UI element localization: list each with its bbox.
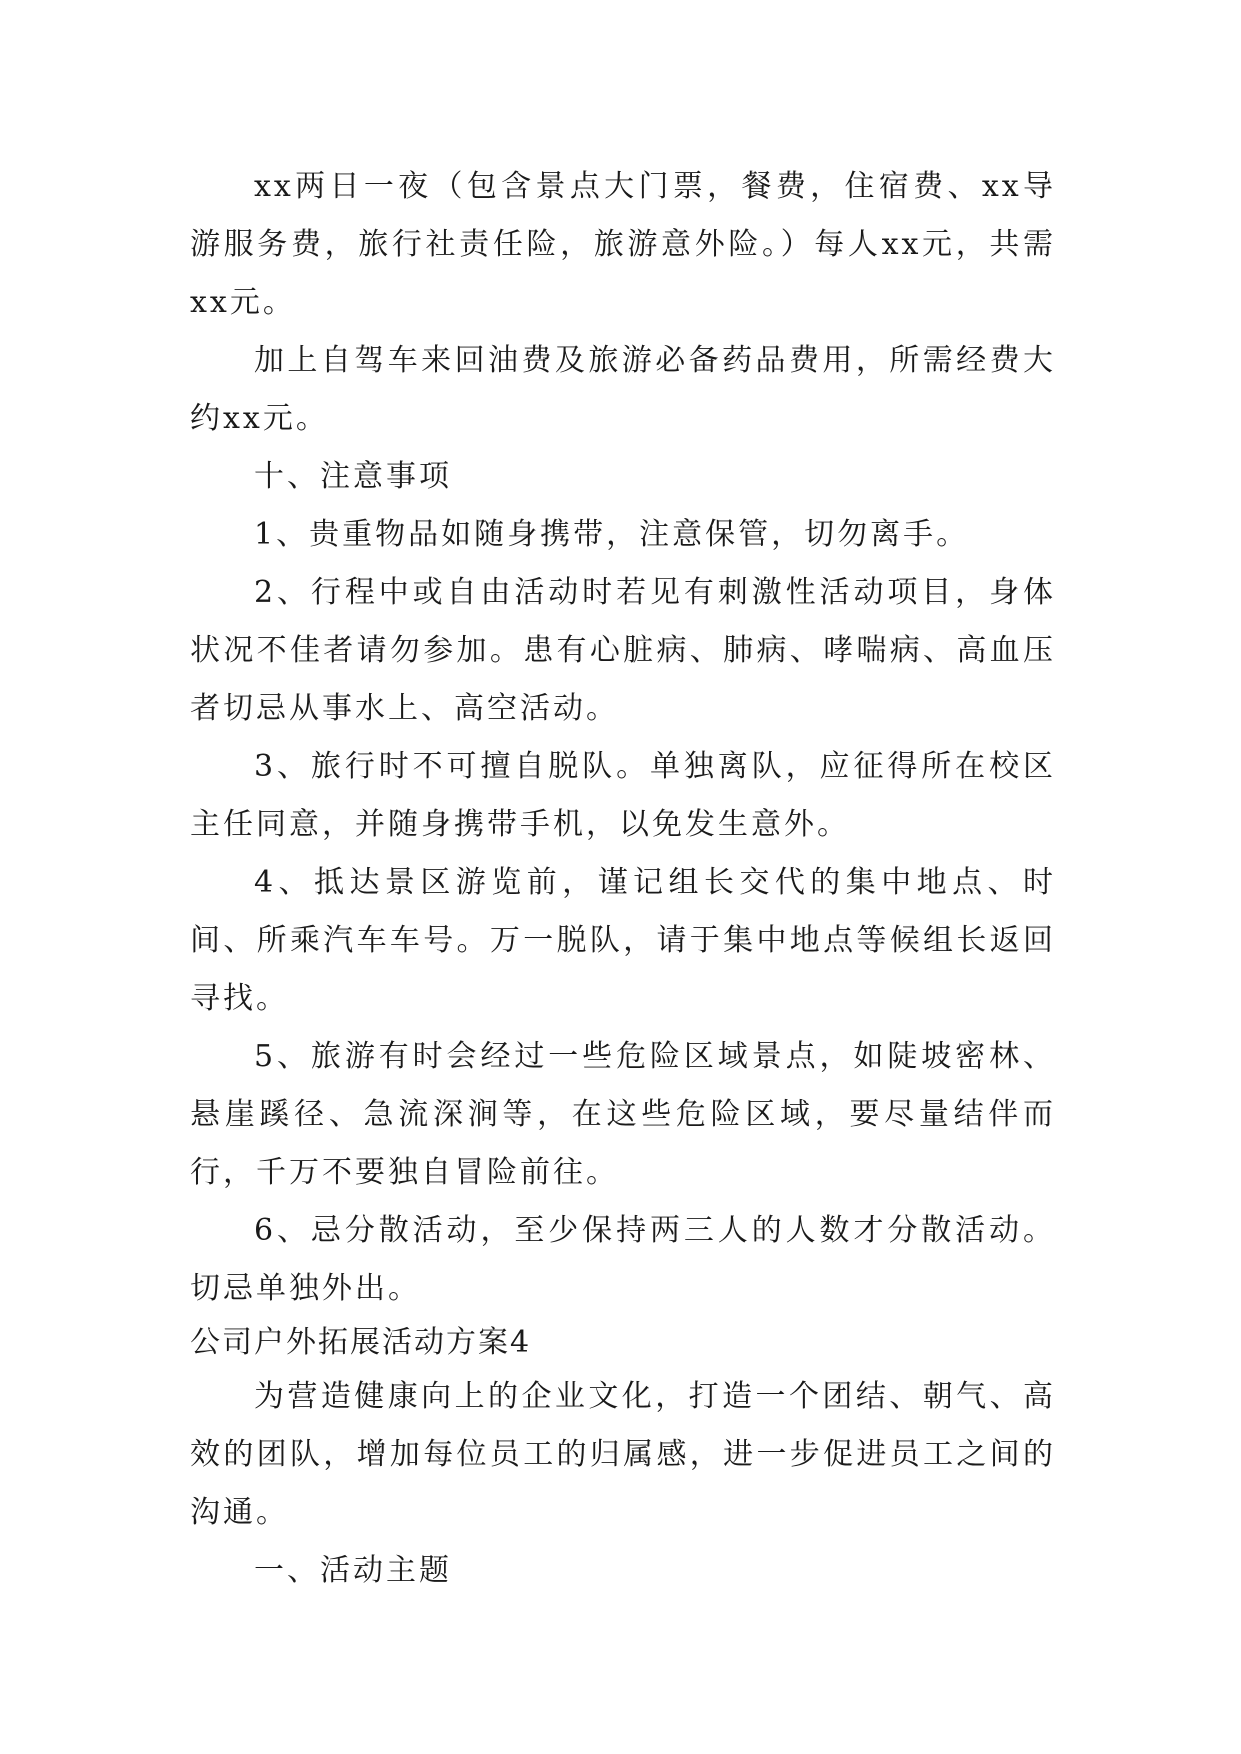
cost-paragraph: xx两日一夜（包含景点大门票，餐费，住宿费、xx导游服务费，旅行社责任险，旅游意外险。）每人xx元，共需xx元。	[190, 169, 1056, 320]
note-item-5: 5、旅游有时会经过一些危险区域景点，如陡坡密林、悬崖蹊径、急流深涧等，在这些危险区域，要尽量结伴而行，千万不要独自冒险前往。	[190, 1039, 1056, 1190]
activity-theme-heading: 一、活动主题	[254, 1553, 452, 1588]
section-title: 公司户外拓展活动方案4	[190, 1325, 532, 1360]
note-item-1: 1、贵重物品如随身携带，注意保管，切勿离手。	[254, 517, 970, 552]
extra-cost-paragraph: 加上自驾车来回油费及旅游必备药品费用，所需经费大约xx元。	[190, 343, 1056, 436]
note-item-4: 4、抵达景区游览前，谨记组长交代的集中地点、时间、所乘汽车车号。万一脱队，请于集中地点等候组长返回寻找。	[190, 865, 1056, 1016]
note-item-3: 3、旅行时不可擅自脱队。单独离队，应征得所在校区主任同意，并随身携带手机，以免发生意外。	[190, 749, 1056, 842]
note-item-2: 2、行程中或自由活动时若见有刺激性活动项目，身体状况不佳者请勿参加。患有心脏病、肺病、哮喘病、高血压者切忌从事水上、高空活动。	[190, 575, 1056, 726]
notes-heading: 十、注意事项	[254, 459, 452, 494]
note-item-6: 6、忌分散活动，至少保持两三人的人数才分散活动。切忌单独外出。	[190, 1213, 1056, 1306]
intro-paragraph: 为营造健康向上的企业文化，打造一个团结、朝气、高效的团队，增加每位员工的归属感，进一步促进员工之间的沟通。	[190, 1379, 1056, 1530]
document-body	[190, 158, 1056, 1600]
